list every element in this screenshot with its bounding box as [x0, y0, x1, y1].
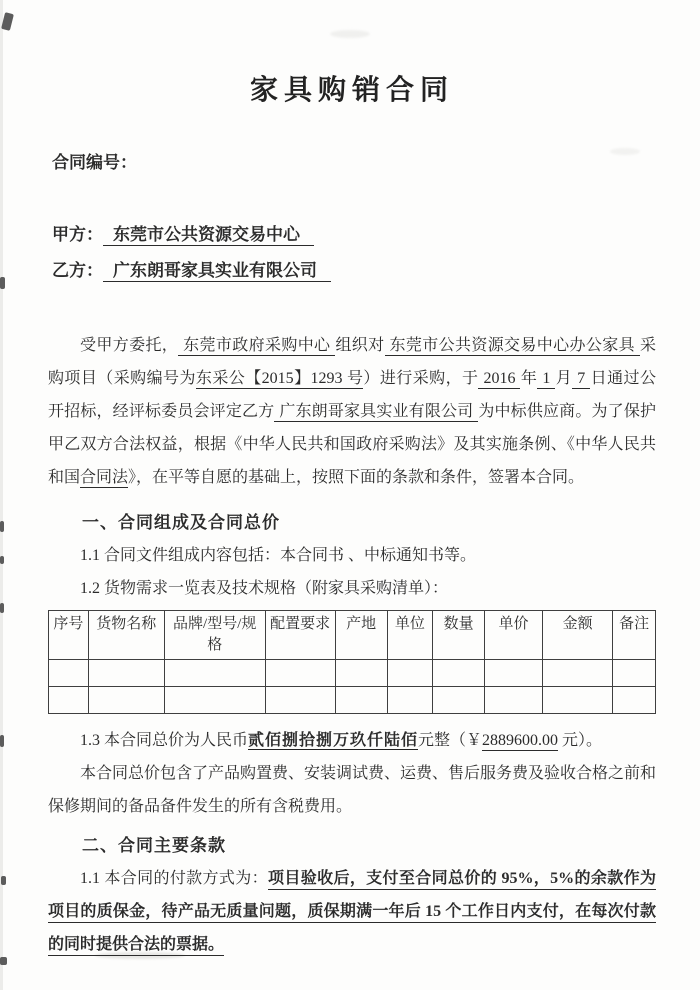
procurement-agency-value: 东莞市政府采购中心	[178, 337, 335, 356]
goods-table	[48, 610, 656, 714]
scan-mark	[0, 735, 4, 747]
intro-paragraph	[48, 329, 656, 494]
col-header-unit: 单位	[387, 611, 433, 660]
col-header-unit-price: 单价	[485, 611, 543, 660]
goods-table-header-row	[49, 611, 656, 660]
scan-mark	[1, 876, 6, 885]
scan-mark	[0, 556, 4, 564]
col-header-config-req: 配置要求	[265, 611, 335, 660]
scan-mark	[1, 12, 14, 31]
party-b-value: 广东朗哥家具实业有限公司	[103, 261, 331, 282]
month-value: 1	[537, 370, 555, 389]
intro-text: 受甲方委托，	[80, 337, 179, 354]
col-header-goods-name: 货物名称	[88, 611, 164, 660]
intro-text: 采购项目（采购编号为	[48, 337, 656, 387]
intro-text: 为中标供应商。为了保护甲乙双方合法权益，根据《中华人民共和国政府采购法》及其实施条例、《中华人民共和国	[48, 403, 656, 486]
section1-heading: 一、合同组成及合同总价	[82, 513, 280, 532]
payment-clause-lead: 1.1 本合同的付款方式为：	[80, 870, 268, 887]
intro-text: ）进行采购，于	[363, 370, 479, 387]
clause-1-3-text: 元）。	[558, 732, 603, 749]
winning-supplier-value: 广东朗哥家具实业有限公司	[274, 403, 478, 422]
col-header-amount: 金额	[543, 611, 613, 660]
party-b-line	[52, 253, 656, 289]
clause-1-3-text: 元整（￥	[418, 732, 483, 749]
contract-law-underline: 合同法	[80, 469, 129, 486]
goods-table-empty-row	[49, 687, 656, 714]
scan-mark	[0, 957, 7, 965]
col-header-quantity: 数量	[433, 611, 485, 660]
scan-edge-shade	[0, 0, 3, 990]
total-price-note: 本合同总价包含了产品购置费、安装调试费、运费、售后服务费及验收合格之前和保修期间的备品备件发生的所有含税费用。	[48, 765, 657, 815]
page-title: 家具购销合同	[249, 75, 454, 106]
intro-text: 日通过公开招标，经评标委员会评定乙方	[48, 370, 656, 420]
col-header-origin: 产地	[335, 611, 387, 660]
contract-number-label: 合同编号：	[52, 153, 137, 172]
intro-text: 年	[520, 370, 538, 387]
section2-heading: 二、合同主要条款	[82, 836, 226, 855]
clause-1-2: 1.2 货物需求一览表及技术规格（附家具采购清单）：	[80, 580, 449, 597]
goods-table-empty-row	[49, 660, 656, 687]
payment-clause	[48, 862, 656, 961]
clause-1-3	[48, 724, 656, 757]
parties-block	[52, 217, 656, 289]
scan-mark	[0, 603, 4, 613]
total-amount-numeric: 2889600.00	[482, 732, 559, 749]
scan-mark	[0, 277, 5, 289]
project-name-value: 东莞市公共资源交易中心办公家具	[385, 337, 640, 356]
party-a-label: 甲方：	[52, 225, 103, 244]
party-a-line	[52, 217, 656, 253]
col-header-remarks: 备注	[613, 611, 656, 660]
intro-text: 组织对	[335, 337, 385, 354]
intro-text: 》，在平等自愿的基础上，按照下面的条款和条件，签署本合同。	[128, 469, 585, 486]
intro-text: 月	[555, 370, 573, 387]
clause-1-3-text: 1.3 本合同总价为人民币	[80, 732, 249, 749]
party-a-value: 东莞市公共资源交易中心	[103, 225, 314, 246]
procurement-number-value: 东采公【2015】1293 号	[195, 370, 364, 387]
contract-number-line	[52, 148, 656, 173]
col-header-seq: 序号	[49, 611, 89, 660]
payment-terms-underlined: 项目验收后，支付至合同总价的 95%，5%的余款作为项目的质保金，待产品无质量问题，质保期满一年后 15 个工作日内支付，在每次付款的同时提供合法的票据。	[48, 870, 656, 956]
document-content	[48, 0, 656, 961]
party-b-label: 乙方：	[52, 261, 103, 280]
day-value: 7	[572, 370, 590, 389]
scan-mark	[0, 521, 4, 532]
year-value: 2016	[478, 370, 520, 389]
total-amount-chinese: 贰佰捌拾捌万玖仟陆佰	[248, 732, 419, 749]
col-header-brand-model-spec: 品牌/型号/规格	[164, 611, 265, 660]
clause-1-1: 1.1 合同文件组成内容包括：本合同书 、中标通知书等。	[80, 547, 477, 564]
